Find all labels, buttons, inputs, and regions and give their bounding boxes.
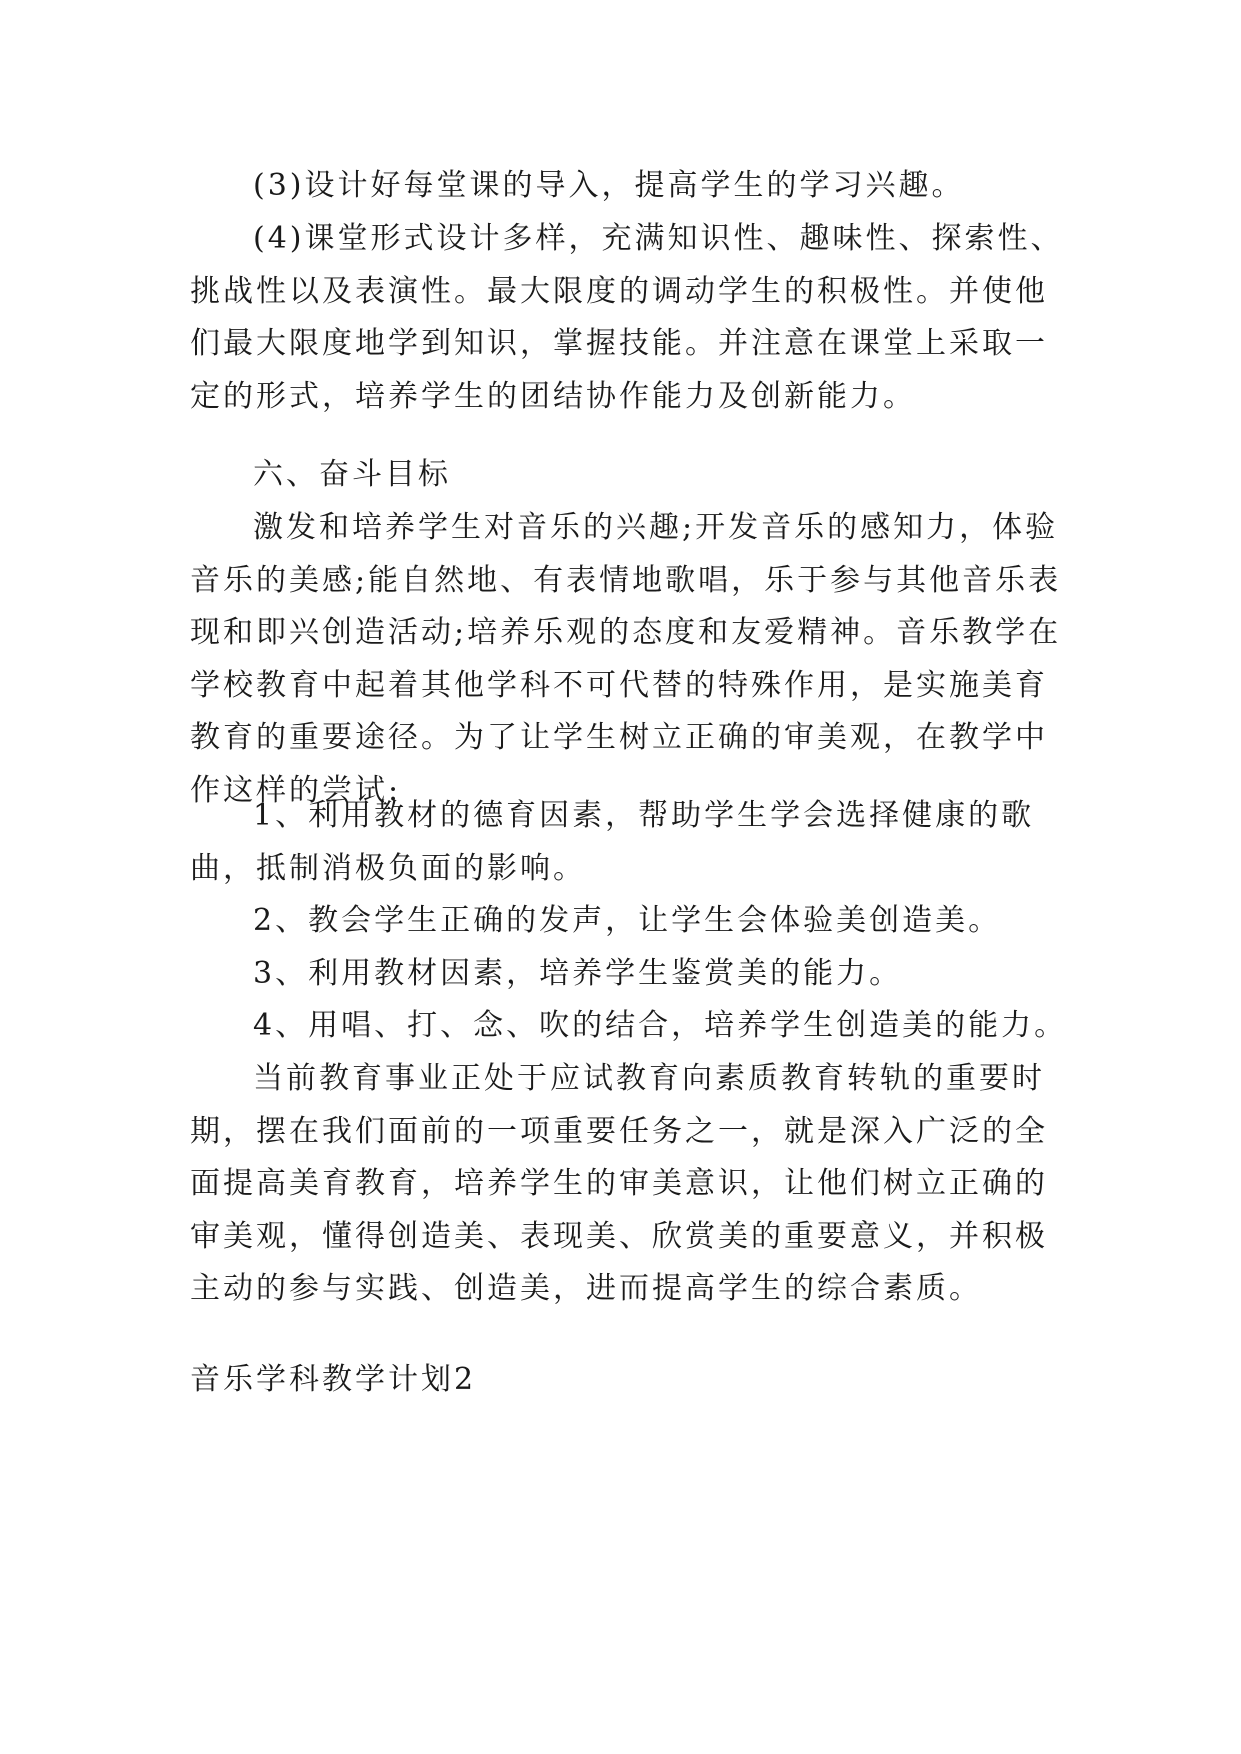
paragraph-goal-heading: 六、奋斗目标 xyxy=(253,457,451,492)
paragraph-class-forms: (4)课堂形式设计多样，充满知识性、趣味性、探索性、挑战性以及表演性。最大限度的调动学生的积极性。并使他们最大限度地学到知识，掌握技能。并注意在课堂上采取一定的形式，培养学生的团结协作能力及创新能力。 xyxy=(190,221,1064,414)
paragraph-conclusion: 当前教育事业正处于应试教育向素质教育转轨的重要时期，摆在我们面前的一项重要任务之一，就是深入广泛的全面提高美育教育，培养学生的审美意识，让他们树立正确的审美观，懂得创造美、表现美、欣赏美的重要意义，并积极主动的参与实践、创造美，进而提高学生的综合素质。 xyxy=(190,1061,1048,1306)
paragraph-item-3: 3、利用教材因素，培养学生鉴赏美的能力。 xyxy=(253,956,903,991)
section-title: 音乐学科教学计划2 xyxy=(190,1362,477,1397)
paragraph-goals: 激发和培养学生对音乐的兴趣;开发音乐的感知力，体验音乐的美感;能自然地、有表情地歌唱，乐于参与其他音乐表现和即兴创造活动;培养乐观的态度和友爱精神。音乐教学在学校教育中起着其他学科不可代替的特殊作用，是实施美育教育的重要途径。为了让学生树立正确的审美观，在教学中作这样的尝试: xyxy=(190,510,1062,808)
paragraph-item-2: 2、教会学生正确的发声，让学生会体验美创造美。 xyxy=(253,903,1002,938)
paragraph-item-4: 4、用唱、打、念、吹的结合，培养学生创造美的能力。 xyxy=(253,1008,1068,1043)
paragraph-lesson-intro: (3)设计好每堂课的导入，提高学生的学习兴趣。 xyxy=(253,168,965,203)
paragraph-item-1: 1、利用教材的德育因素，帮助学生学会选择健康的歌曲，抵制消极负面的影响。 xyxy=(190,798,1035,886)
